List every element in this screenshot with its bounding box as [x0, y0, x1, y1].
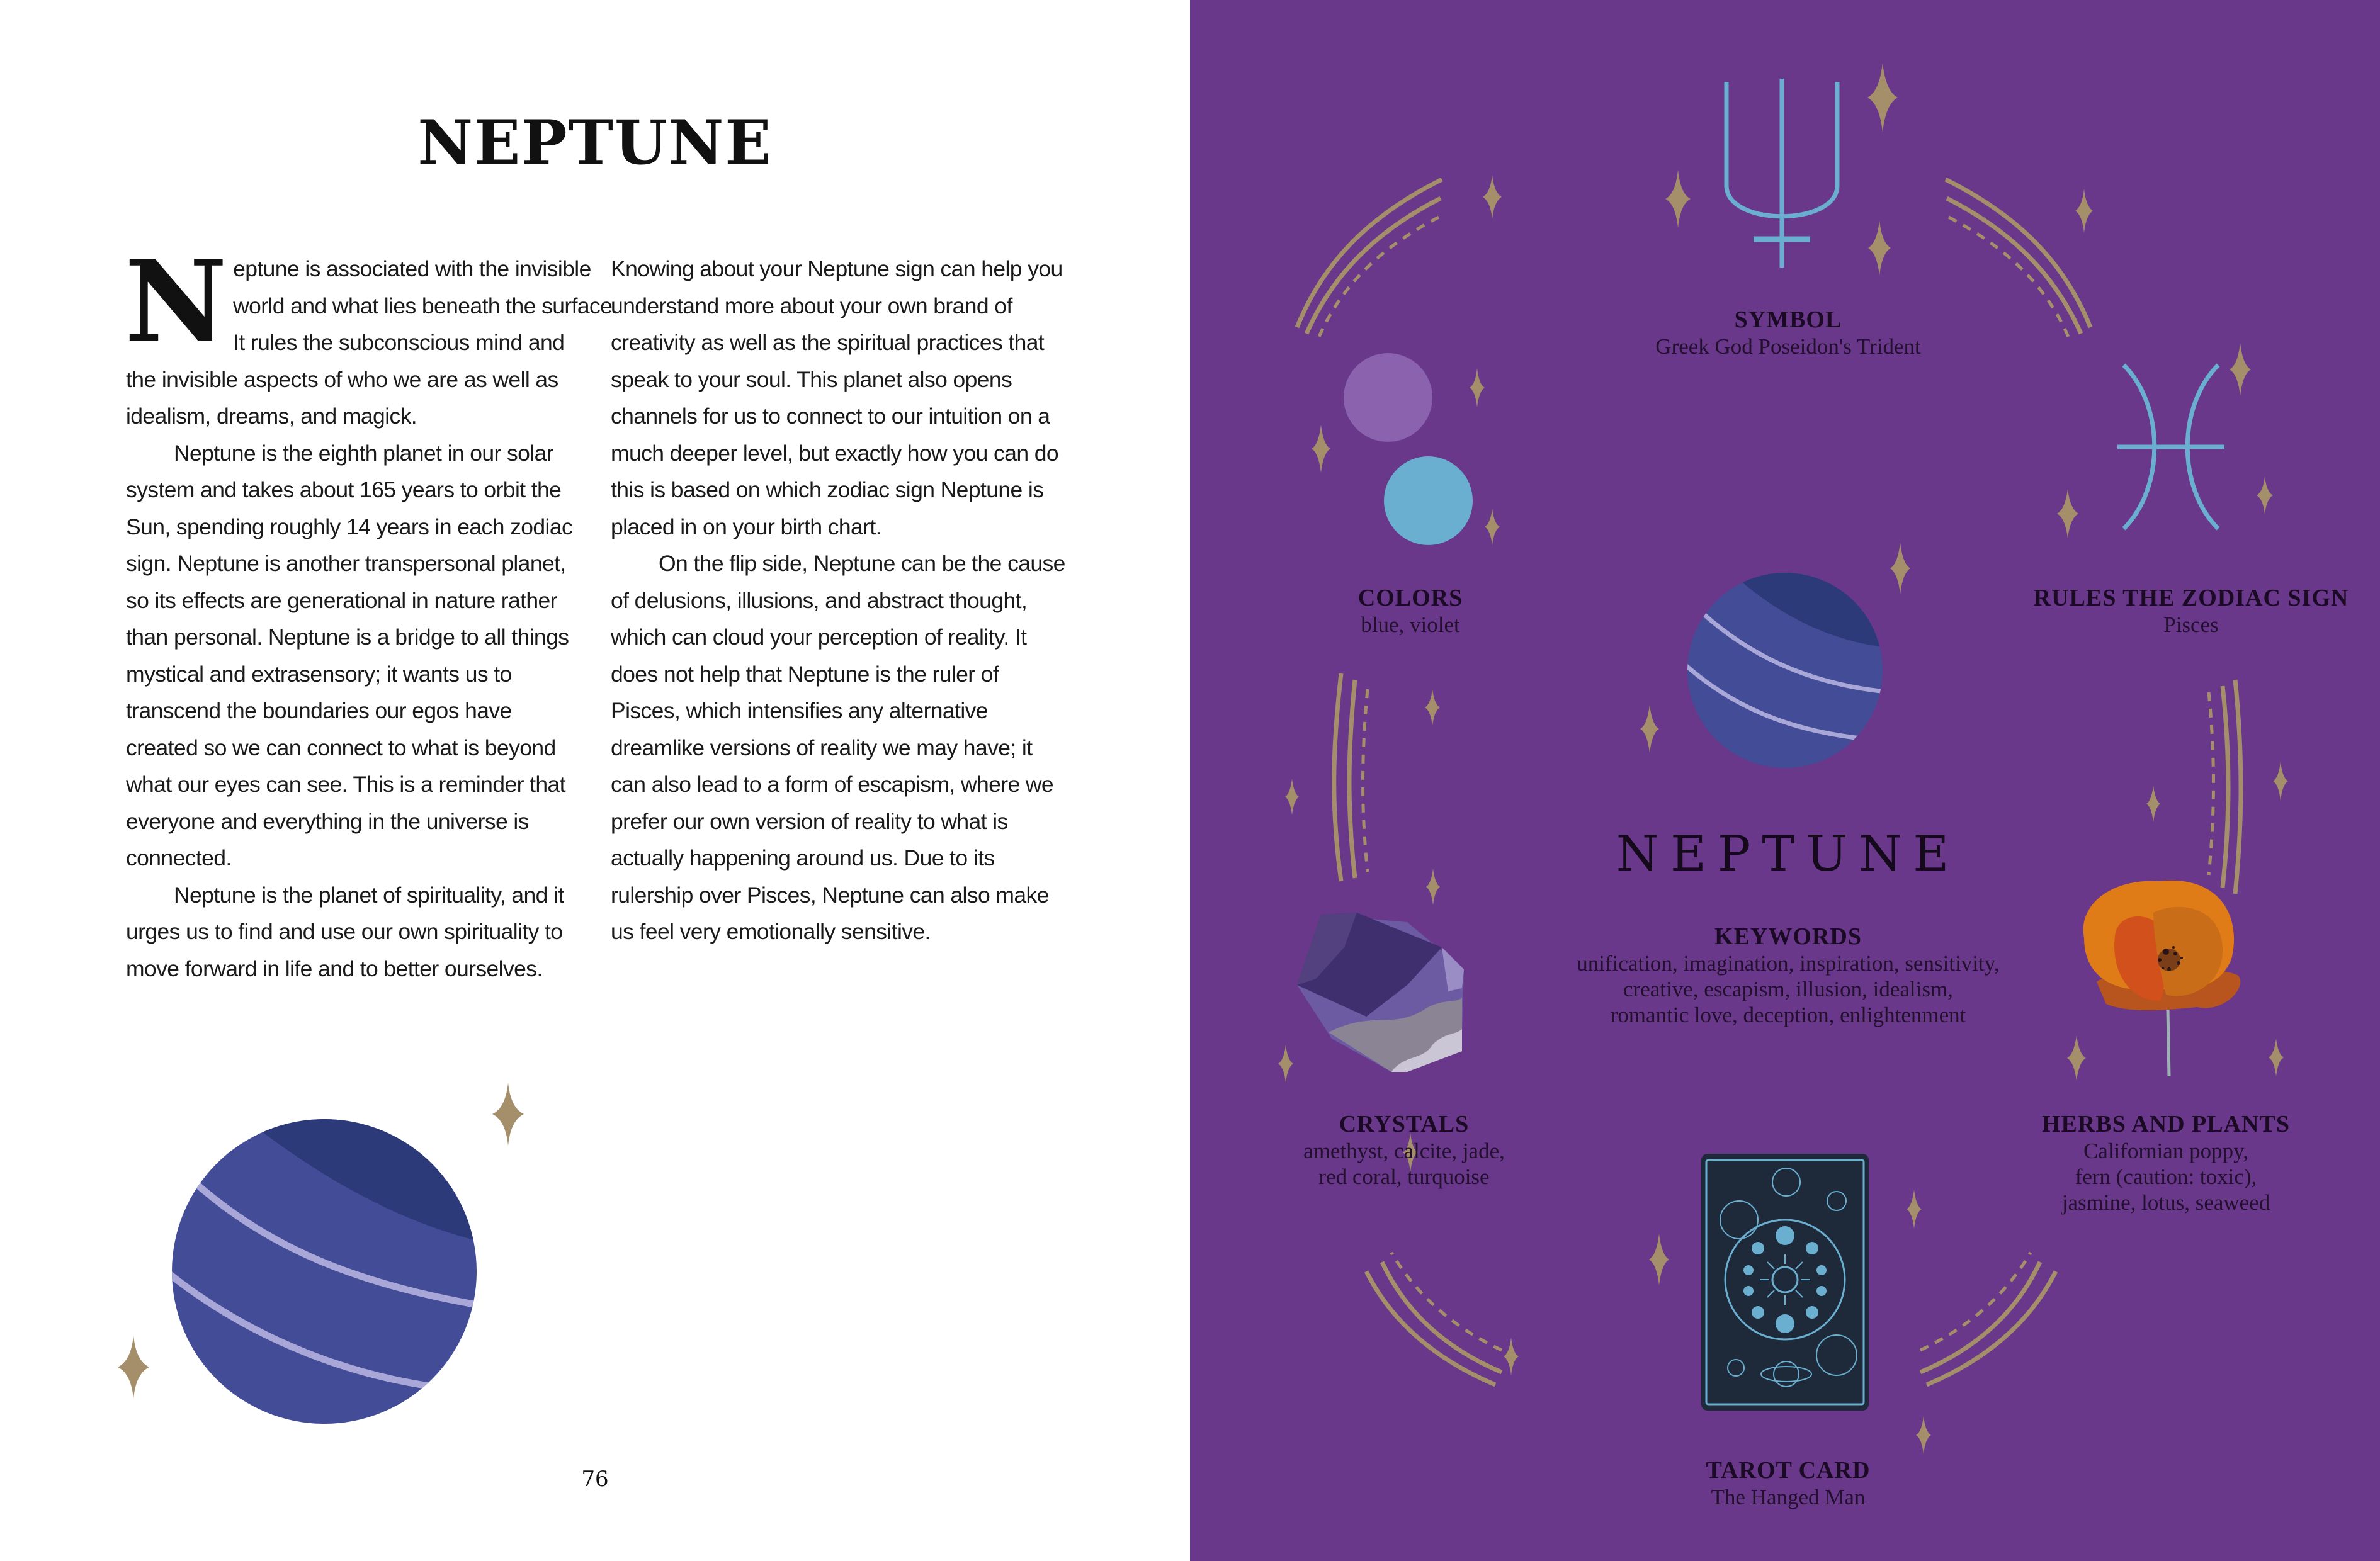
star-icon: [492, 1083, 524, 1146]
page-number: 76: [581, 1467, 609, 1492]
color-swatch-blue: [1384, 456, 1473, 545]
colors-label: COLORS blue, violet: [1357, 585, 1463, 637]
page-title: NEPTUNE: [417, 107, 773, 178]
pisces-icon: [2114, 362, 2228, 532]
neptune-symbol-icon: [1719, 79, 1845, 268]
paragraph-eighth-planet: Neptune is the eighth planet in our solar system and takes about 165 years to orbit the Sun, spending roughly 14 years in each zodiac sign. Neptune is another transpersonal planet, so its effects are generational in nature rather than personal. Neptune is a bridge to all things mystical and extrasensory; it wants us to transcend the boundaries our egos have created so we can connect to what is beyond what our eyes can see. This is a reminder that everyone and everything in the universe is connected.: [126, 440, 573, 871]
paragraph-neptune-sign: Knowing about your Neptune sign can help you understand more about your own brand of creativity as well as the spiritual practices that speak to your soul. This planet also opens channels for us to connect to our intuition on a much deeper level, but exactly how you can do this is based on which zodiac sign Neptune is placed in on your birth chart.: [611, 256, 1063, 539]
star-icon: [118, 1336, 149, 1399]
drop-cap: N: [125, 235, 227, 367]
poppy-flower-icon: [2071, 875, 2248, 1076]
text-column-right: [611, 251, 1070, 950]
crystals-label: CRYSTALS amethyst, calcite, jade, red coral, turquoise: [1303, 1111, 1505, 1189]
zodiac-label: RULES THE ZODIAC SIGN Pisces: [2033, 585, 2349, 637]
text-column-left: [125, 235, 618, 987]
paragraph-intro: N eptune is associated with the invisible world and what lies beneath the surface. It rules the subconscious mind and the invisible aspects of who we are as well as idealism, dreams, and magick.: [125, 235, 618, 429]
paragraph-flip-side: On the flip side, Neptune can be the cause of delusions, illusions, and abstract thought, which can cloud your perception of reality. It does not help that Neptune is the ruler of Pisces, which intensifies any alternative dreamlike versions of reality we may have; it can also lead to a form of escapism, where we prefer our own version of reality to what is actually happening around us. Due to its rulership over Pisces, Neptune can also make us feel very emotionally sensitive.: [611, 551, 1065, 944]
herbs-label: HERBS AND PLANTS Californian poppy, fern (caution: toxic), jasmine, lotus, seaweed: [2042, 1111, 2290, 1215]
neptune-planet-illustration: [113, 1064, 541, 1454]
keywords-label: KEYWORDS unification, imagination, inspiration, sensitivity, creative, escapism, illusion, idealism, romantic love, deception, enlightenment: [1577, 923, 2000, 1027]
neptune-planet-center: [1684, 570, 1892, 771]
planet-name: NEPTUNE: [1616, 826, 1961, 882]
tarot-card-icon: [1701, 1154, 1869, 1411]
symbol-label: SYMBOL Greek God Poseidon's Trident: [1655, 307, 1921, 359]
tarot-label: TAROT CARD The Hanged Man: [1706, 1457, 1871, 1509]
color-swatch-violet: [1344, 353, 1432, 442]
amethyst-crystal-icon: [1297, 910, 1473, 1073]
paragraph-spirituality: Neptune is the planet of spirituality, and it urges us to find and use our own spirituality to move forward in life and to better ourselves.: [126, 882, 564, 981]
